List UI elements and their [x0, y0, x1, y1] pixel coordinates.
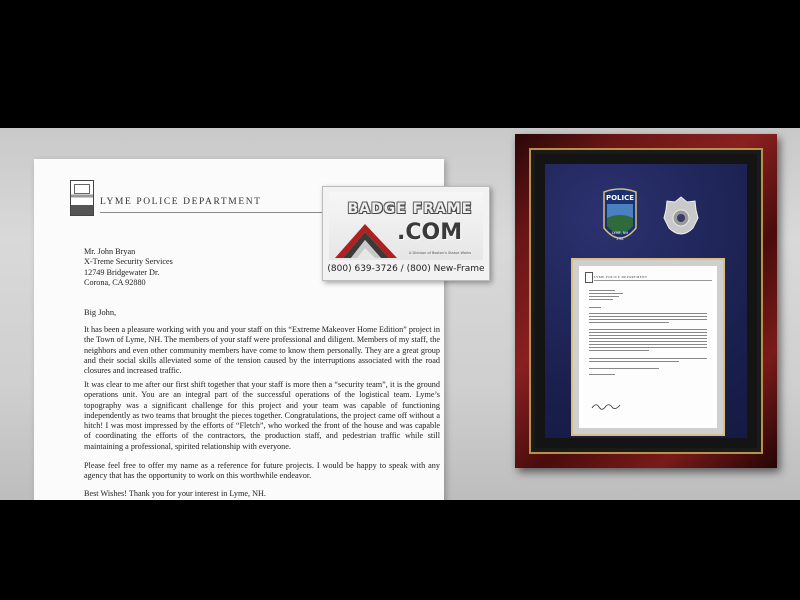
text-line	[589, 329, 707, 330]
text-line	[589, 368, 659, 369]
suede-mat	[545, 164, 747, 438]
text-line	[589, 319, 707, 320]
address-line: X-Treme Security Services	[84, 257, 173, 267]
logo-tagline: A Division of Boston's Statue Works	[409, 251, 472, 255]
text-line	[589, 338, 707, 339]
letter-paragraph: It has been a pleasure working with you and your staff on this “Extreme Makeover Home Edition” project in the Town of Lyme, NH. The members of your staff were professional and diligent. Members of my staff, the neighbors and even other community members have come to know them personally. They are a great group and their social skills alleviated some of the tension caused by the interruptions associated with the road closures and increased traffic.	[84, 325, 440, 376]
letter-paragraph: Best Wishes! Thank you for your interest in Lyme, NH.	[84, 489, 266, 498]
badge-frame-logo	[322, 186, 490, 281]
text-line	[589, 361, 679, 362]
letter-paragraph: Please feel free to offer my name as a reference for future projects. I would be happy to speak with any agency that has the opportunity to work on this worthwhile endeavor.	[84, 461, 440, 481]
logo-phone: (800) 639-3726 / (800) New-Frame	[327, 264, 485, 274]
patch-year: 1761	[616, 237, 624, 241]
logo-artwork	[329, 192, 483, 260]
text-line	[589, 290, 615, 291]
letter-window	[571, 258, 725, 436]
patch-town: LYME, NH	[611, 231, 629, 235]
text-line	[589, 344, 707, 345]
police-emblem-icon	[70, 180, 94, 216]
text-line	[589, 307, 601, 308]
frame-gold-trim	[529, 148, 763, 454]
text-line	[589, 322, 669, 323]
signature-icon	[591, 402, 621, 410]
letterhead-title: LYME POLICE DEPARTMENT	[100, 197, 262, 207]
address-line: 12749 Bridgewater Dr.	[84, 267, 160, 277]
text-line	[589, 332, 707, 333]
text-line	[589, 335, 707, 336]
recipient-address	[84, 247, 173, 289]
roof-chevron-icon	[335, 218, 403, 260]
shadow-box-frame	[515, 134, 777, 468]
framed-letter-rule	[594, 280, 712, 281]
police-badge-icon	[663, 196, 699, 240]
text-line	[589, 341, 707, 342]
text-line	[589, 293, 623, 294]
address-line: Corona, CA 92880	[84, 278, 146, 288]
framed-letter-title: LYME POLICE DEPARTMENT	[594, 275, 648, 279]
text-line	[589, 374, 615, 375]
letter-paragraph: It was clear to me after our first shift together that your staff is more then a “security team”, it is the ground operations unit. You are an integral part of the successful operations of the logistical team. Lyme’s topography was a significant challenge for this project and your team was capable of functioning independently as two teams that brought the pieces together. Congratulations, the project came off without a hitch! I was most impressed by the efforts of “Fletch”, who worked the front of the house and was capable of coordinating the efforts of the contractors, the production staff, and pedestrian traffic while still maintaining a professional, spirited relationship with everyone.	[84, 380, 440, 451]
text-line	[589, 313, 707, 314]
text-line	[589, 350, 649, 351]
frame-liner	[535, 154, 757, 448]
text-line	[589, 316, 707, 317]
text-line	[589, 358, 707, 359]
text-line	[589, 296, 619, 297]
logo-wordmark: BADGE FRAME	[347, 201, 473, 217]
police-patch-icon	[601, 188, 639, 248]
photo-scene	[0, 128, 800, 500]
framed-letter	[579, 266, 717, 428]
mini-emblem-icon	[585, 272, 593, 283]
address-line: Mr. John Bryan	[84, 247, 136, 256]
logo-com-text: .COM	[397, 220, 463, 245]
salutation: Big John,	[84, 308, 117, 317]
patch-title: POLICE	[605, 194, 635, 202]
text-line	[589, 347, 707, 348]
text-line	[589, 299, 613, 300]
